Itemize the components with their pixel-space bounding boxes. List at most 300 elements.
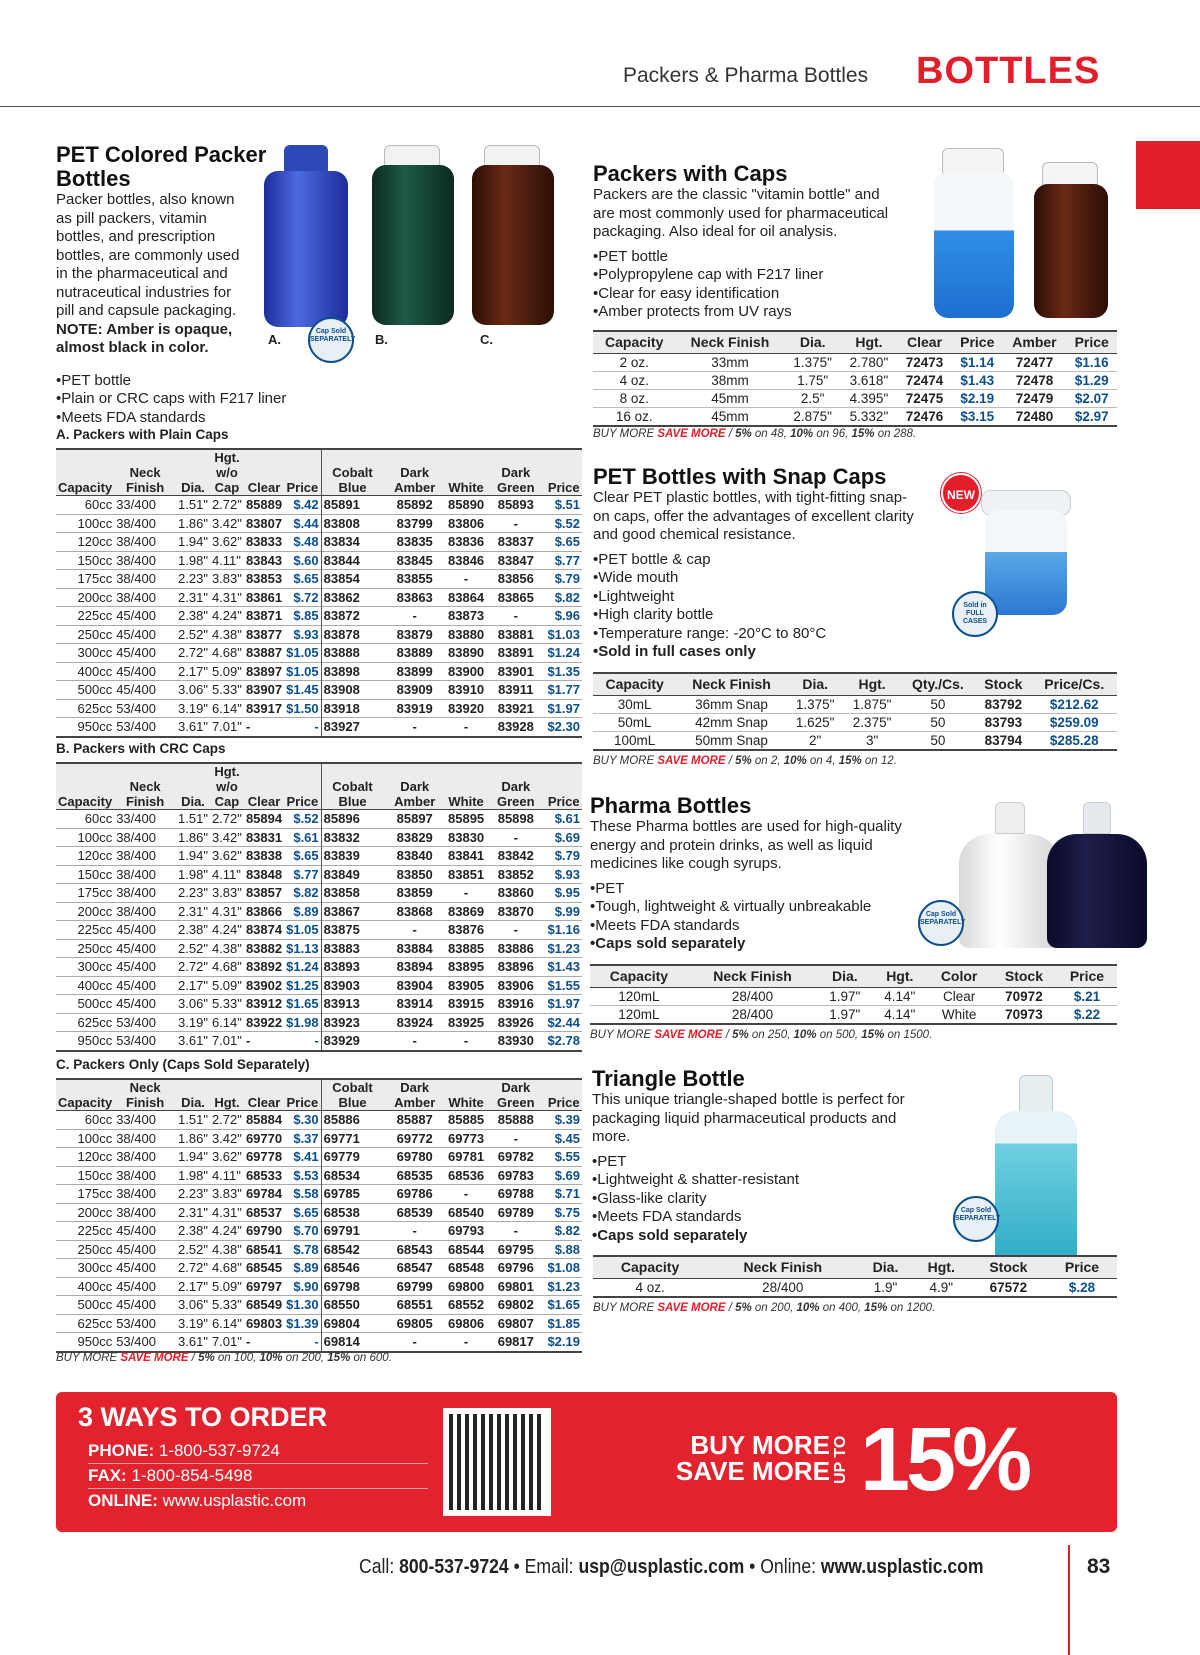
column-header: Neck Finish xyxy=(688,965,818,988)
table-cell: 5.09" xyxy=(211,663,242,679)
badge-line1: Sold in xyxy=(963,602,987,609)
badge-line2: SEPARATELY xyxy=(310,336,356,343)
buy-more-part: 10% xyxy=(793,1029,817,1041)
table-cell: $.22 xyxy=(1057,1006,1117,1025)
table-cell: 69788 xyxy=(497,1186,534,1201)
table-b-title: B. Packers with CRC Caps xyxy=(56,741,226,756)
table-row xyxy=(56,699,582,718)
table-cell: $.85 xyxy=(293,608,319,623)
table-cell: 250cc xyxy=(77,940,113,956)
table-cell: - xyxy=(314,1033,319,1048)
table-cell: $1.23 xyxy=(547,1278,580,1294)
column-header: Dia. xyxy=(787,673,844,696)
table-cell: 83829 xyxy=(396,829,433,845)
buy-more-part: BUY MORE xyxy=(593,755,658,767)
table-cell: 1.9" xyxy=(858,1279,912,1298)
table-cell: $.48 xyxy=(293,534,319,549)
table-cell: $.42 xyxy=(293,497,319,512)
table-cell: 69784 xyxy=(245,1186,283,1201)
table-cell: 83854 xyxy=(321,570,383,589)
bullet-item: • Plain or CRC caps with F217 liner xyxy=(56,390,286,409)
table-cell: 60cc xyxy=(84,497,113,512)
pet-title-line1: PET Colored Packer xyxy=(56,142,267,167)
column-header: Cobalt Blue xyxy=(321,449,383,496)
table-cell: 69805 xyxy=(396,1315,433,1331)
table-cell: 150cc xyxy=(77,866,113,882)
fax-number[interactable]: 1-800-854-5498 xyxy=(131,1466,253,1485)
pet-section xyxy=(56,143,286,427)
table-cell: $2.19 xyxy=(547,1334,580,1349)
table-cell: 69781 xyxy=(448,1149,485,1164)
table-cell: $1.30 xyxy=(286,1297,319,1312)
table-cell: 1.86" xyxy=(178,1130,208,1146)
desc-line: Clear PET plastic bottles, with tight-fitting snap- xyxy=(593,489,908,506)
table-cell: 85893 xyxy=(497,497,534,512)
table-cell: - xyxy=(463,1334,469,1349)
table-cell: 83874 xyxy=(245,922,283,937)
buy-more-part: SAVE MORE xyxy=(657,755,726,767)
table-cell: 38/400 xyxy=(116,885,156,900)
table-cell: 6.14" xyxy=(211,1315,242,1331)
table-cell: 3.42" xyxy=(211,829,242,845)
table-cell: 200cc xyxy=(77,903,113,919)
qr-code[interactable] xyxy=(443,1408,551,1516)
desc-line: are most commonly used for pharmaceutical xyxy=(593,204,889,222)
table-cell: 175cc xyxy=(77,571,113,586)
table-cell: $1.65 xyxy=(286,996,319,1011)
table-c xyxy=(56,1078,582,1353)
header-divider xyxy=(0,106,1200,107)
bullet-item: • Meets FDA standards xyxy=(592,1208,905,1227)
table-cell: 1.97" xyxy=(817,988,872,1006)
desc-line: as pill packers, vitamin xyxy=(56,209,207,227)
table-cell: 83905 xyxy=(448,977,485,993)
table-cell: 68540 xyxy=(448,1204,485,1220)
buy-more-part: 15% xyxy=(861,1029,885,1041)
table-cell: $1.97 xyxy=(547,700,580,716)
table-cell: $1.43 xyxy=(547,959,580,974)
table-cell: 83849 xyxy=(321,865,383,884)
table-cell: 83860 xyxy=(497,885,534,900)
table-cell: 2.875" xyxy=(785,408,841,427)
table-cell: 69770 xyxy=(245,1130,283,1146)
snap-buy-more xyxy=(593,755,897,767)
table-cell: $.55 xyxy=(554,1149,580,1164)
table-cell: $.99 xyxy=(554,903,580,919)
table-cell: 70973 xyxy=(991,1006,1057,1025)
table-row xyxy=(56,1203,582,1222)
pet-description xyxy=(56,191,286,321)
table-cell: 83916 xyxy=(497,996,534,1011)
table-cell: 85898 xyxy=(497,811,534,826)
table-cell: 45/400 xyxy=(116,1260,156,1275)
table-cell: 120mL xyxy=(590,1006,688,1025)
table-cell: 83834 xyxy=(321,533,383,552)
table-cell: 83889 xyxy=(396,645,433,660)
image-label-c: C. xyxy=(480,332,493,347)
pharma-buy-more xyxy=(590,1029,932,1041)
badge-line2: SEPARATELY xyxy=(955,1215,1001,1222)
table-cell: 68538 xyxy=(321,1203,383,1222)
column-header: Stock xyxy=(970,1256,1047,1279)
buy-more-part: / xyxy=(725,755,736,767)
table-row xyxy=(56,847,582,866)
table-cell: 83833 xyxy=(245,534,283,549)
desc-line: These Pharma bottles are used for high-quality xyxy=(590,818,902,835)
table-cell: 83792 xyxy=(975,696,1031,714)
table-cell: 1.51" xyxy=(178,811,208,826)
table-cell: $1.85 xyxy=(547,1315,580,1331)
buy-more-part: 5% xyxy=(735,1302,752,1314)
table-cell: $.21 xyxy=(1057,988,1117,1006)
table-cell: 400cc xyxy=(77,1278,113,1294)
table-cell: 83846 xyxy=(448,552,485,568)
table-row xyxy=(56,588,582,607)
table-cell: 1.86" xyxy=(178,515,208,531)
bullet-item: • Amber protects from UV rays xyxy=(593,303,888,322)
table-cell: - xyxy=(412,608,417,623)
column-header: Hgt. w/o Cap xyxy=(210,763,244,810)
table-cell: 2.23" xyxy=(178,571,208,586)
table-c-title: C. Packers Only (Caps Sold Separately) xyxy=(56,1057,310,1072)
bullet-item: • Lightweight & shatter-resistant xyxy=(592,1171,905,1190)
table-cell: 38/400 xyxy=(116,552,156,568)
table-cell: 2.72" xyxy=(211,811,242,826)
bullet-item: • Clear for easy identification xyxy=(593,285,888,304)
triangle-neck xyxy=(1019,1075,1053,1113)
table-cell: 83910 xyxy=(448,682,485,697)
table-cell: 120cc xyxy=(77,848,113,863)
buy-more-part: 15% xyxy=(327,1352,351,1364)
pharma-bullets xyxy=(590,880,902,954)
table-cell: $.52 xyxy=(554,515,580,531)
desc-line: more. xyxy=(592,1128,631,1145)
table-cell: $1.05 xyxy=(286,922,319,937)
table-cell: 4.9" xyxy=(913,1279,970,1298)
column-header: Hgt. xyxy=(841,331,897,354)
table-cell: 83852 xyxy=(497,866,534,882)
column-header: Amber xyxy=(1003,331,1067,354)
table-cell: 83886 xyxy=(497,940,534,956)
clear-bottle xyxy=(934,172,1014,318)
table-cell: 2.780" xyxy=(841,354,897,372)
pet-bullets xyxy=(56,372,286,428)
table-cell: 83861 xyxy=(245,589,283,605)
table-cell: - xyxy=(314,1334,319,1349)
table-cell: 4.38" xyxy=(211,626,242,642)
buy-more-part: 10% xyxy=(783,755,807,767)
footer-email[interactable]: usp@usplastic.com xyxy=(578,1556,745,1578)
table-row xyxy=(56,939,582,958)
table-cell: 83887 xyxy=(245,645,283,660)
column-header: Dark Amber xyxy=(383,449,446,496)
table-cell: 45/400 xyxy=(116,1241,156,1257)
table-row xyxy=(56,1277,582,1296)
buy-more-part: SAVE MORE xyxy=(654,1029,723,1041)
table-cell: $1.24 xyxy=(286,959,319,974)
table-cell: $.52 xyxy=(293,811,319,826)
table-cell: $.77 xyxy=(554,552,580,568)
column-header: Capacity xyxy=(593,1256,707,1279)
table-cell: 83917 xyxy=(245,700,283,716)
table-cell: 72474 xyxy=(897,372,952,390)
cap-sold-separately-badge xyxy=(918,900,964,946)
table-cell: 625cc xyxy=(77,1315,113,1331)
column-header: Clear xyxy=(244,1079,284,1111)
table-cell: 72480 xyxy=(1003,408,1067,427)
column-header: Price xyxy=(284,763,321,810)
table-cell: 69773 xyxy=(448,1130,485,1146)
table-cell: 68546 xyxy=(321,1259,383,1278)
table-cell: 83848 xyxy=(245,866,283,882)
table-cell: $2.30 xyxy=(547,719,580,734)
bold-bullet-item: • Caps sold separately xyxy=(590,935,902,954)
table-row xyxy=(56,1185,582,1204)
footer-phone[interactable]: 800-537-9724 xyxy=(399,1556,509,1578)
bullet-item: • PET bottle xyxy=(56,372,286,391)
table-cell: 2.52" xyxy=(178,1241,208,1257)
table-cell: 83872 xyxy=(321,607,383,626)
table-cell: 83842 xyxy=(497,848,534,863)
footer-website[interactable]: www.usplastic.com xyxy=(820,1556,984,1578)
table-cell: 150cc xyxy=(77,552,113,568)
table-cell: $.82 xyxy=(554,589,580,605)
desc-line: on caps, offer the advantages of excellent clarity xyxy=(593,507,914,525)
table-row xyxy=(56,1240,582,1259)
table-cell: $1.16 xyxy=(1066,354,1117,372)
table-cell: 67572 xyxy=(970,1279,1047,1298)
desc-line: in the pharmaceutical and xyxy=(56,265,228,282)
phone-number[interactable]: 1-800-537-9724 xyxy=(158,1441,280,1460)
table-cell: 38/400 xyxy=(116,571,156,586)
table-cell: 83906 xyxy=(497,977,534,993)
table-cell: 225cc xyxy=(77,922,113,937)
table-cell: $1.16 xyxy=(547,922,580,937)
table-row xyxy=(56,884,582,903)
buy-more-part: 5% xyxy=(735,755,752,767)
bullet-item: • PET bottle & cap xyxy=(593,551,914,570)
buy-more-part: on 48, xyxy=(751,428,791,440)
badge-line2: SEPARATELY xyxy=(920,919,966,926)
amber-bottle xyxy=(472,165,554,325)
table-cell: 50 xyxy=(901,714,976,732)
table-cell: 69814 xyxy=(321,1333,383,1352)
table-cell: 50 xyxy=(901,732,976,751)
table-cell: 120cc xyxy=(77,534,113,549)
table-cell: 83918 xyxy=(321,699,383,718)
table-cell: 53/400 xyxy=(116,700,156,716)
table-cell: 5.33" xyxy=(211,996,242,1011)
table-cell: 83930 xyxy=(497,1033,534,1048)
table-cell: 83844 xyxy=(321,551,383,570)
column-header: Stock xyxy=(991,965,1057,988)
table-cell: 83831 xyxy=(245,829,283,845)
table-cell: 175cc xyxy=(77,1186,113,1201)
table-cell: $212.62 xyxy=(1032,696,1117,714)
table-cell: 83900 xyxy=(448,663,485,679)
table-cell: 3.61" xyxy=(178,719,208,734)
table-cell: 69801 xyxy=(497,1278,534,1294)
table-cell: 45/400 xyxy=(116,663,156,679)
table-cell: 69782 xyxy=(497,1149,534,1164)
table-cell: 83807 xyxy=(245,515,283,531)
table-cell: 7.01" xyxy=(211,1033,242,1048)
table-row xyxy=(56,921,582,940)
column-header: Clear xyxy=(244,763,284,810)
bullet-item: • Glass-like clarity xyxy=(592,1190,905,1209)
table-cell: 2.31" xyxy=(178,1204,208,1220)
table-cell: 28/400 xyxy=(707,1279,858,1298)
table-row xyxy=(56,1148,582,1167)
snap-bottle xyxy=(985,510,1067,615)
table-cell: 85886 xyxy=(321,1111,383,1130)
table-cell: 38/400 xyxy=(116,515,156,531)
table-cell: 83857 xyxy=(245,885,283,900)
bold-bullet-item: • Caps sold separately xyxy=(592,1227,905,1246)
table-cell: $2.78 xyxy=(547,1033,580,1048)
table-cell: 83843 xyxy=(245,552,283,568)
table-cell: 4.38" xyxy=(211,940,242,956)
table-cell: 83923 xyxy=(321,1013,383,1032)
table-row xyxy=(56,1111,582,1130)
column-header: Price xyxy=(284,1079,321,1111)
table-cell: - xyxy=(412,922,417,937)
table-cell: 2 oz. xyxy=(593,354,675,372)
buy-more-line1: BUY MORE xyxy=(690,1430,830,1460)
buy-more-part: BUY MORE xyxy=(593,1302,658,1314)
column-header: Capacity xyxy=(56,1079,114,1111)
table-cell: $1.50 xyxy=(286,700,319,716)
table-cell: - xyxy=(412,1033,417,1048)
table-cell: 100mL xyxy=(593,732,676,751)
bullet-item: • Temperature range: -20°C to 80°C xyxy=(593,625,914,644)
amber-bottle-cap xyxy=(484,145,540,167)
table-row xyxy=(56,681,582,700)
column-header: Price xyxy=(545,763,582,810)
column-header: Dia. xyxy=(858,1256,912,1279)
table-cell: - xyxy=(412,719,417,734)
bullet-item: • PET bottle xyxy=(593,248,888,267)
table-cell: $.58 xyxy=(293,1186,319,1201)
table-cell: 83912 xyxy=(245,996,283,1011)
table-cell: 38mm xyxy=(675,372,784,390)
table-cell: 400cc xyxy=(77,977,113,993)
buy-more-part: on 288. xyxy=(874,428,917,440)
table-cell: 53/400 xyxy=(116,1315,156,1331)
table-cell: 83879 xyxy=(396,626,433,642)
column-header: Hgt. xyxy=(210,1079,244,1111)
table-cell: 83853 xyxy=(245,571,283,586)
table-cell: $.90 xyxy=(293,1278,319,1294)
table-cell: 38/400 xyxy=(116,1130,156,1146)
pet-note-line1: NOTE: Amber is opaque, xyxy=(56,320,233,338)
table-cell: 4.24" xyxy=(211,922,242,937)
snap-bullets xyxy=(593,551,914,662)
desc-line: energy and protein drinks, as well as liquid xyxy=(590,836,873,854)
table-cell: 625cc xyxy=(77,1014,113,1030)
table-cell: 69806 xyxy=(448,1315,485,1331)
table-cell: $.82 xyxy=(293,885,319,900)
table-cell: 4.31" xyxy=(211,1204,242,1220)
table-cell: 83880 xyxy=(448,626,485,642)
table-cell: $.79 xyxy=(554,571,580,586)
table-cell: 625cc xyxy=(77,700,113,716)
online-link[interactable]: www.usplastic.com xyxy=(162,1491,307,1510)
table-cell: 8 oz. xyxy=(593,390,675,408)
pharma-description xyxy=(590,818,902,874)
table-cell: $.77 xyxy=(293,866,319,882)
table-cell: 33/400 xyxy=(116,1112,156,1127)
column-header: Capacity xyxy=(593,673,676,696)
table-row xyxy=(56,865,582,884)
table-cell: $.70 xyxy=(293,1223,319,1238)
snap-section xyxy=(593,465,914,662)
table-cell: 3.19" xyxy=(178,1014,208,1030)
table-cell: 200cc xyxy=(77,1204,113,1220)
table-cell: 83915 xyxy=(448,996,485,1011)
percent-text: 15% xyxy=(860,1410,1029,1510)
table-row xyxy=(56,551,582,570)
table-cell: $.71 xyxy=(554,1186,580,1201)
table-cell: $.69 xyxy=(554,829,580,845)
table-cell: 83877 xyxy=(245,626,283,642)
buy-more-part: on 600. xyxy=(350,1352,392,1364)
table-cell: 250cc xyxy=(77,1241,113,1257)
table-cell: $1.45 xyxy=(286,682,319,697)
table-cell: 68544 xyxy=(448,1241,485,1257)
table-cell: 72479 xyxy=(1003,390,1067,408)
table-cell: 68534 xyxy=(321,1166,383,1185)
buy-more-part: / xyxy=(188,1352,199,1364)
cobalt-bottle xyxy=(264,171,348,327)
column-header: Cobalt Blue xyxy=(321,763,383,810)
table-cell: $.95 xyxy=(554,885,580,900)
column-header: Hgt. xyxy=(913,1256,970,1279)
table-cell: $2.07 xyxy=(1066,390,1117,408)
table-cell: 69771 xyxy=(321,1129,383,1148)
bold-bullet-item: • Sold in full cases only xyxy=(593,643,914,662)
buy-more-part: on 200, xyxy=(751,1302,797,1314)
table-cell: 70972 xyxy=(991,988,1057,1006)
bullet-item: • PET xyxy=(590,880,902,899)
bullet-item: • Tough, lightweight & virtually unbreakable xyxy=(590,898,902,917)
sold-in-full-cases-badge xyxy=(952,591,998,637)
table-cell: 300cc xyxy=(77,645,113,660)
table-cell: 69799 xyxy=(396,1278,433,1294)
triangle-description xyxy=(592,1091,905,1147)
table-row xyxy=(56,662,582,681)
table-cell: 45/400 xyxy=(116,1297,156,1312)
table-row xyxy=(56,976,582,995)
table-cell: 300cc xyxy=(77,959,113,974)
bullet-item: • Wide mouth xyxy=(593,569,914,588)
table-cell: 2.38" xyxy=(178,608,208,623)
column-header: White xyxy=(446,763,486,810)
table-cell: 3.62" xyxy=(211,534,242,549)
clear-bottle-neck xyxy=(1083,802,1111,834)
table-cell: 1.51" xyxy=(178,497,208,512)
table-cell: 83911 xyxy=(498,682,534,697)
table-cell: 28/400 xyxy=(688,988,818,1006)
desc-line: bottles, and prescription xyxy=(56,228,216,245)
column-header: Stock xyxy=(975,673,1031,696)
table-cell: 72475 xyxy=(897,390,952,408)
table-cell: 83904 xyxy=(396,977,433,993)
table-cell: 72478 xyxy=(1003,372,1067,390)
cap-sold-separately-badge xyxy=(953,1196,999,1242)
table-cell: 50mL xyxy=(593,714,676,732)
page-number: 83 xyxy=(1087,1555,1111,1578)
